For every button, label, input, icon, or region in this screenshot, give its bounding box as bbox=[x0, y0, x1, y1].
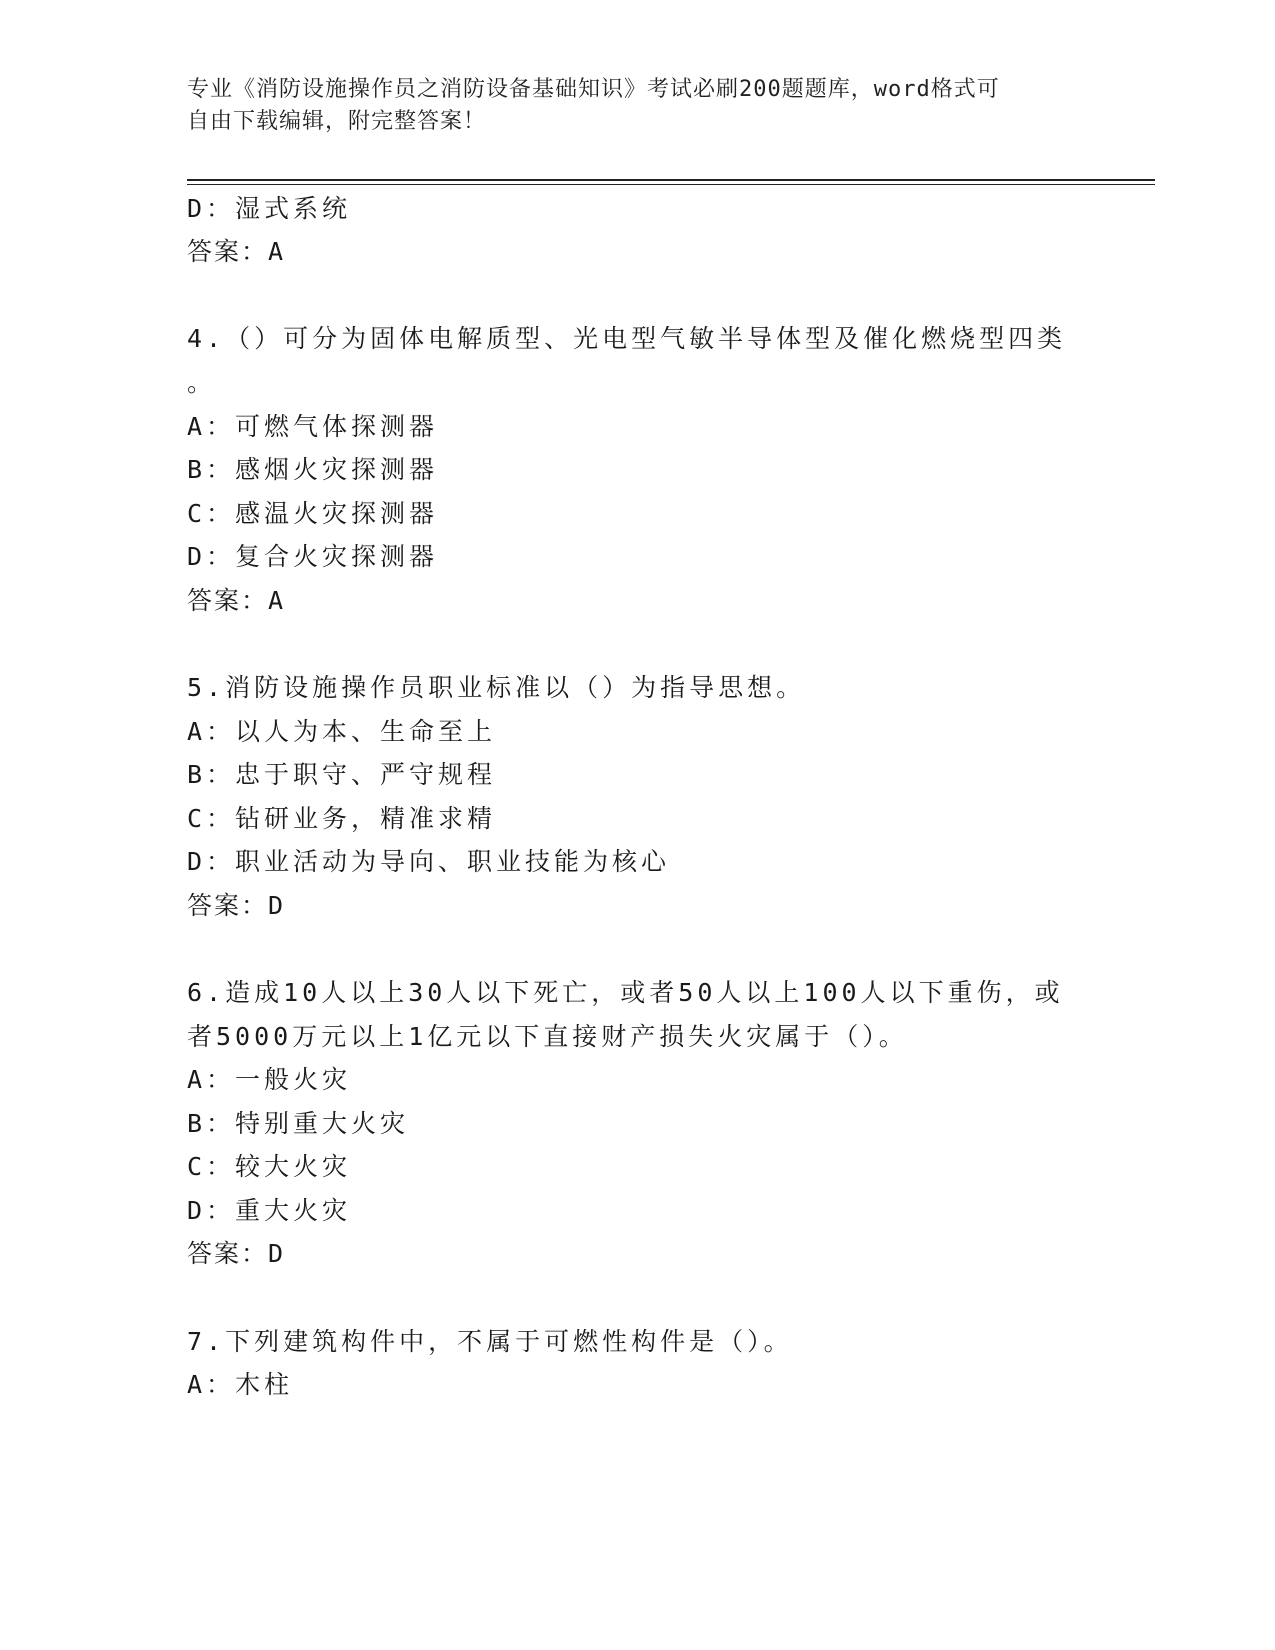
q5-option-a: A：以人为本、生命至上 bbox=[187, 717, 497, 746]
q5-option-d: D：职业活动为导向、职业技能为核心 bbox=[187, 847, 671, 876]
q3-option-d: D：湿式系统 bbox=[187, 194, 352, 223]
q4-answer: 答案：A bbox=[187, 586, 286, 615]
q4-option-a: A：可燃气体探测器 bbox=[187, 412, 439, 441]
q6-question-line-1: 6.造成10人以上30人以下死亡，或者50人以上100人以下重伤，或 bbox=[187, 978, 1064, 1007]
header-title-line-1: 专业《消防设施操作员之消防设备基础知识》考试必刷200题题库，word格式可 bbox=[187, 77, 1000, 102]
q5-option-c: C：钻研业务，精准求精 bbox=[187, 804, 497, 833]
q6-answer: 答案：D bbox=[187, 1239, 286, 1268]
q7-option-a: A：木柱 bbox=[187, 1370, 294, 1399]
header-divider-thick bbox=[187, 179, 1155, 181]
q4-question-line-1: 4.（）可分为固体电解质型、光电型气敏半导体型及催化燃烧型四类 bbox=[187, 324, 1067, 353]
q6-option-b: B：特别重大火灾 bbox=[187, 1109, 410, 1138]
q4-option-d: D：复合火灾探测器 bbox=[187, 542, 439, 571]
q4-option-b: B：感烟火灾探测器 bbox=[187, 455, 439, 484]
q4-question-line-2: 。 bbox=[187, 368, 217, 397]
q3-answer: 答案：A bbox=[187, 237, 286, 266]
q4-option-c: C：感温火灾探测器 bbox=[187, 499, 439, 528]
q6-question-line-2: 者5000万元以上1亿元以下直接财产损失火灾属于（）。 bbox=[187, 1022, 908, 1051]
page-header bbox=[187, 74, 1087, 138]
q6-option-a: A：一般火灾 bbox=[187, 1065, 352, 1094]
q6-option-d: D：重大火灾 bbox=[187, 1196, 352, 1225]
q5-question: 5.消防设施操作员职业标准以（）为指导思想。 bbox=[187, 673, 806, 702]
header-divider-thin bbox=[187, 184, 1155, 185]
q7-question: 7.下列建筑构件中，不属于可燃性构件是（）。 bbox=[187, 1327, 793, 1356]
header-title-line-2: 自由下载编辑，附完整答案！ bbox=[187, 109, 487, 134]
q6-option-c: C：较大火灾 bbox=[187, 1152, 352, 1181]
q5-option-b: B：忠于职守、严守规程 bbox=[187, 760, 497, 789]
q5-answer: 答案：D bbox=[187, 891, 286, 920]
